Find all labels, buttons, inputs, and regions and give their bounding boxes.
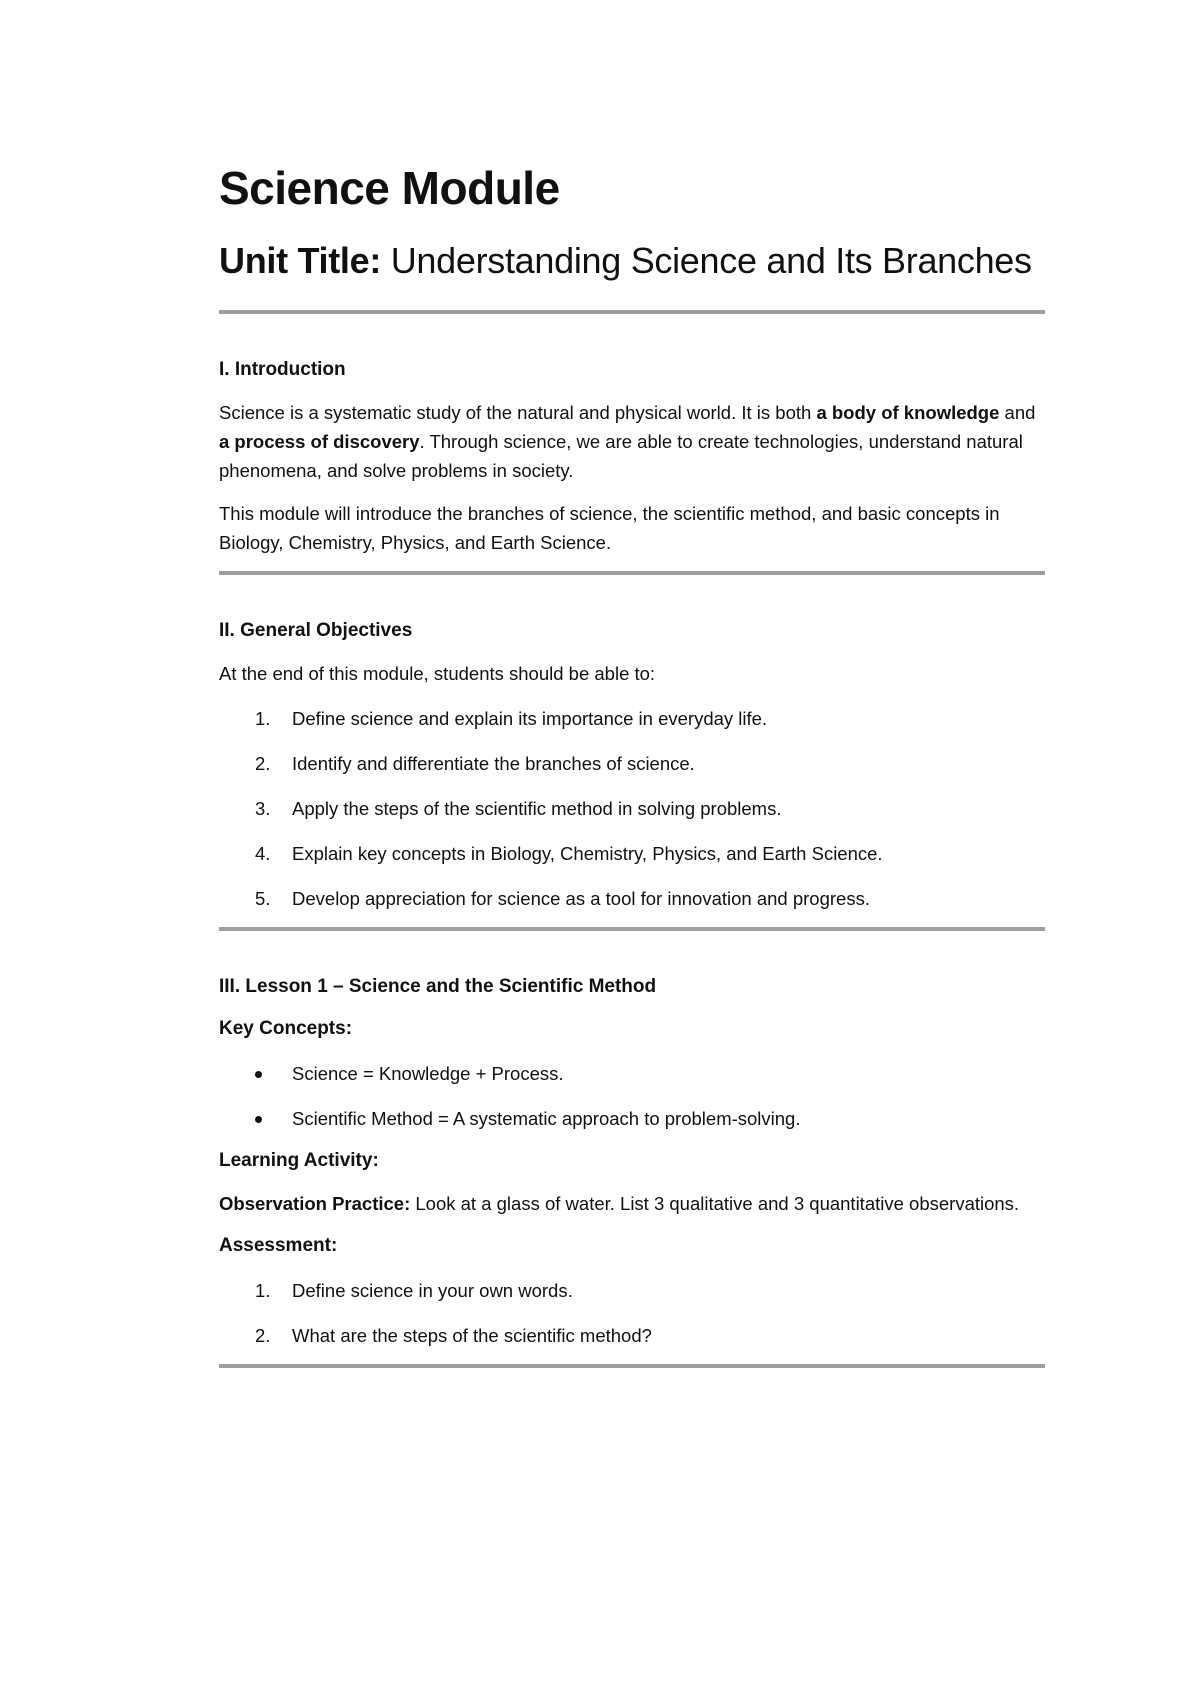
introduction-heading: I. Introduction	[219, 359, 346, 380]
list-number: 3.	[255, 798, 271, 819]
bullet-icon	[255, 1071, 262, 1078]
list-item-text: What are the steps of the scientific method?	[292, 1325, 652, 1346]
list-number: 5.	[255, 888, 271, 909]
learning-activity-label: Learning Activity:	[219, 1150, 379, 1171]
introduction-paragraph-2: This module will introduce the branches of science, the scientific method, and basic concepts in Biology, Chemistry, Physics, and Earth Science.	[219, 503, 1000, 553]
list-item	[219, 1060, 1045, 1088]
unit-title	[219, 234, 1045, 288]
key-concepts-label: Key Concepts:	[219, 1018, 353, 1039]
assessment-label: Assessment:	[219, 1235, 338, 1256]
section-divider	[219, 1364, 1045, 1368]
list-item	[219, 840, 1045, 868]
list-item-text: Identify and differentiate the branches of science.	[292, 753, 695, 774]
learning-activity-text	[219, 1189, 1045, 1218]
activity-description: Look at a glass of water. List 3 qualitative and 3 quantitative observations.	[410, 1193, 1020, 1214]
list-item	[219, 705, 1045, 733]
list-item	[219, 750, 1045, 778]
intro-bold-text: a process of discovery	[219, 431, 420, 452]
section-divider	[219, 310, 1045, 314]
list-item-text: Science = Knowledge + Process.	[292, 1063, 564, 1084]
section-divider	[219, 927, 1045, 931]
intro-text: . Through science, we are able to create technologies, understand natural phenomena, and solve problems in society.	[219, 431, 1023, 481]
list-item-text: Apply the steps of the scientific method in solving problems.	[292, 798, 782, 819]
list-number: 4.	[255, 843, 271, 864]
assessment-list	[219, 1277, 1045, 1350]
list-number: 2.	[255, 1325, 271, 1346]
list-number: 2.	[255, 753, 271, 774]
list-number: 1.	[255, 1280, 271, 1301]
objectives-list	[219, 705, 1045, 913]
section-divider	[219, 571, 1045, 575]
intro-text: Science is a systematic study of the natural and physical world. It is both	[219, 402, 817, 423]
bullet-icon	[255, 1116, 262, 1123]
unit-title-label: Unit Title:	[219, 240, 382, 281]
list-item	[219, 885, 1045, 913]
document-title: Science Module	[219, 162, 560, 214]
objectives-heading: II. General Objectives	[219, 620, 413, 641]
list-item-text: Explain key concepts in Biology, Chemistry, Physics, and Earth Science.	[292, 843, 883, 864]
intro-text: and	[999, 402, 1036, 423]
objectives-intro: At the end of this module, students should be able to:	[219, 663, 656, 684]
lesson1-heading: III. Lesson 1 – Science and the Scientific Method	[219, 976, 657, 997]
list-item	[219, 1105, 1045, 1133]
list-item	[219, 1277, 1045, 1305]
list-item-text: Scientific Method = A systematic approach to problem-solving.	[292, 1108, 801, 1129]
list-item	[219, 1322, 1045, 1350]
list-item-text: Define science in your own words.	[292, 1280, 573, 1301]
list-item-text: Define science and explain its importance in everyday life.	[292, 708, 768, 729]
activity-bold-label: Observation Practice:	[219, 1193, 411, 1214]
introduction-paragraph-1	[219, 398, 1045, 485]
key-concepts-list	[219, 1060, 1045, 1133]
unit-title-text: Understanding Science and Its Branches	[381, 240, 1032, 281]
list-item-text: Develop appreciation for science as a tool for innovation and progress.	[292, 888, 870, 909]
document-page	[219, 160, 1045, 1368]
list-number: 1.	[255, 708, 271, 729]
intro-bold-text: a body of knowledge	[816, 402, 1000, 423]
list-item	[219, 795, 1045, 823]
